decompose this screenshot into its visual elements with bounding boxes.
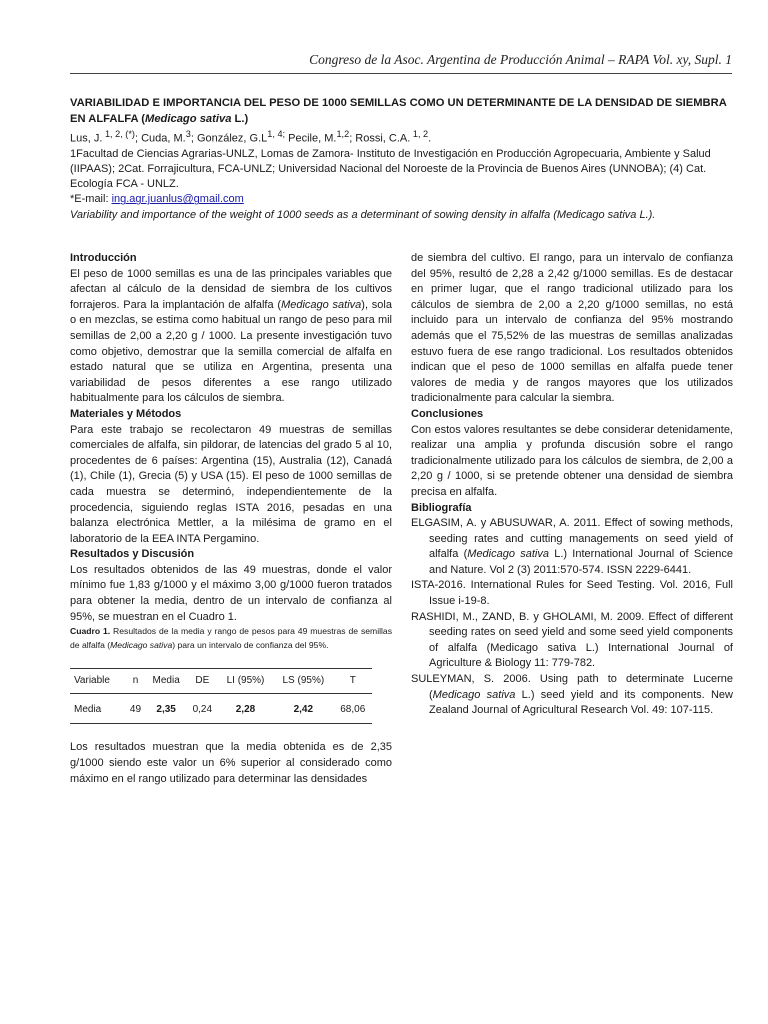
- td-li: 2,28: [218, 693, 273, 724]
- author-5: ; Rossi, C.A.: [349, 132, 411, 145]
- authors: [70, 127, 732, 147]
- reference-1-a: ELGASIM, A. y ABUSUWAR, A. 2011. Effect of sowing methods, seeding rates and cutting managements on seed yield of alfalfa (: [411, 517, 733, 561]
- title-main: VARIABILIDAD E IMPORTANCIA DEL PESO DE 1000 SEMILLAS COMO UN DETERMINANTE DE LA DENSIDAD DE SIEMBRA EN ALFALFA (: [70, 97, 727, 125]
- reference-4: [411, 672, 733, 719]
- front-matter: [70, 96, 732, 223]
- results-after-table: Los resultados muestran que la media obtenida es de 2,35 g/1000 siendo este valor un 6% superior al considerado como máximo en el rango utilizado para determinar las densidades: [70, 741, 392, 785]
- email-label: *E-mail:: [70, 193, 112, 206]
- email-link[interactable]: ing.agr.juanlus@gmail.com: [111, 193, 244, 206]
- methods-text: Para este trabajo se recolectaron 49 muestras de semillas comerciales de alfalfa, sin pildorar, de latencias del grado 5 al 10, procedentes de 6 países: Argentina (15), Australia (12), Canadá (1), Chile (1), Grecia (5) y USA (15). El peso de 1000 semillas de cada muestra se determinó, independientemente de la procedencia, siguiendo reglas ISTA 2016, pesadas en una balanza electrónica Mettler, a la milésima de gramo en el laboratorio de la EEA INTA Pergamino.: [70, 423, 392, 545]
- table-caption-text: Resultados de la media y rango de pesos para 49 muestras de semillas de alfalfa (: [70, 626, 392, 650]
- author-4-sup: 1,2: [336, 129, 350, 139]
- intro-species: Medicago sativa: [281, 298, 362, 311]
- intro-text-b: ), sola o en mezclas, se estima como habitual un rango de peso para mil semillas de 2,00 a 2,20 g / 1000. La presente investigación tuvo como objetivo, demostrar que la semilla comercial de alfalfa en estado natural que se utiliza en Argentina, presenta una variabilidad de pesos diferentes a ese rango utilizado habitualmente para los cálculos de siembra.: [70, 298, 392, 405]
- author-3-sup: 1, 4;: [267, 129, 286, 139]
- author-2-sup: 3: [185, 129, 191, 139]
- intro-heading: Introducción: [70, 252, 137, 264]
- running-head: Congreso de la Asoc. Argentina de Producción Animal – RAPA Vol. xy, Supl. 1: [309, 52, 732, 67]
- author-1-sup: 1, 2, (*): [102, 129, 135, 139]
- table-caption-species: Medicago sativa: [110, 639, 173, 650]
- th-t: T: [334, 669, 372, 694]
- td-de: 0,24: [187, 693, 218, 724]
- title-species: Medicago sativa: [145, 112, 232, 125]
- conclusions-text: Con estos valores resultantes se debe considerar detenidamente, realizar una amplia y profunda discusión sobre el rango tradicionalmente utilizado para los cálculos de siembra, de 2,00 a 2,20 g / 1000, si se pretende obtener una densidad de siembra precisa en alfalfa.: [411, 423, 733, 498]
- paper-title: [70, 96, 732, 127]
- td-t: 68,06: [334, 693, 372, 724]
- table-header-row: [70, 669, 372, 694]
- author-2: ; Cuda, M.: [134, 132, 186, 145]
- th-variable: Variable: [70, 669, 125, 694]
- author-3: ; González, G.L: [190, 132, 268, 145]
- results-heading: Resultados y Discusión: [70, 548, 195, 561]
- reference-4-a: SULEYMAN, S. 2006. Using path to determinate Lucerne (: [411, 673, 733, 701]
- methods-heading: Materiales y Métodos: [70, 407, 182, 420]
- title-end: L.): [231, 112, 249, 125]
- right-column: [411, 251, 733, 719]
- intro-text-a: El peso de 1000 semillas es una de las principales variables que afectan al cálculo de la densidad de siembra de los cultivos forrajeros. Para la implantación de alfalfa (: [70, 267, 392, 311]
- table-caption: [70, 625, 392, 652]
- affiliations: 1Facultad de Ciencias Agrarias-UNLZ, Lomas de Zamora- Instituto de Investigación en Producción Agropecuaria, Ambiente y Salud (IIPAAS); 2Cat. Forrajicultura, FCA-UNLZ; Universidad Nacional del Noroeste de la Provincia de Buenos Aires (UNNOBA); (4) Cat. Ecología FCA - UNLZ.: [70, 147, 711, 191]
- results-continued: de siembra del cultivo. El rango, para un intervalo de confianza del 95%, resultó de 2,28 a 2,42 g/1000 semillas. Es de destacar en primer lugar, que el rango tradicional utilizado para los cálculos de siembra de 2,00 a 2,20 g/1000 semillas, no está incluido para un intervalo de confianza del 95% mostrando además que el 75,52% de las muestras de semillas analizadas estuvo fuera de ese rango tradicional. Los resultados obtenidos indican que el peso de 1000 semillas en alfalfa puede tener valores de media y de rangos mayores que los utilizados tradicionalmente para calcular la siembra.: [411, 252, 733, 405]
- th-ls: LS (95%): [273, 669, 333, 694]
- td-ls: 2,42: [273, 693, 333, 724]
- reference-1-b: L.) International Journal of Science and Nature. Vol 2 (3) 2011:570-574. ISSN 2229-6441.: [429, 548, 733, 576]
- english-title: Variability and importance of the weight of 1000 seeds as a determinant of sowing density in alfalfa (Medicago sativa L.).: [70, 208, 656, 221]
- intro-text: [70, 267, 392, 407]
- conclusions-heading: Conclusiones: [411, 407, 484, 420]
- reference-3: RASHIDI, M., ZAND, B. y GHOLAMI, M. 2009. Effect of different seeding rates on seed yield and some seed yield components of alfalfa (Medicago sativa L.) International Journal of Agriculture & Biology 11: 779-782.: [411, 610, 733, 670]
- left-column: [70, 251, 392, 787]
- header-rule: [70, 73, 732, 74]
- bibliography-heading: Bibliografía: [411, 501, 472, 514]
- author-5-sup: 1, 2: [410, 129, 429, 139]
- results-text: Los resultados obtenidos de las 49 muestras, donde el valor mínimo fue 1,83 g/1000 y el máximo 3,00 g/1000 fueron tratados para obtener la media, dentro de un intervalo de confianza al 95%, se muestran en el Cuadro 1.: [70, 563, 392, 623]
- author-end: .: [428, 132, 432, 145]
- table-caption-end: ) para un intervalo de confianza del 95%.: [172, 639, 329, 650]
- table-row: [70, 693, 372, 724]
- email-line: [70, 192, 732, 207]
- th-li: LI (95%): [218, 669, 273, 694]
- td-n: 49: [125, 693, 145, 724]
- th-de: DE: [187, 669, 218, 694]
- reference-1: [411, 516, 733, 578]
- th-n: n: [125, 669, 145, 694]
- td-media: 2,35: [145, 693, 186, 724]
- author-4: Pecile, M.: [285, 132, 337, 145]
- reference-4-species: Medicago sativa: [432, 688, 516, 701]
- reference-2: ISTA-2016. International Rules for Seed Testing. Vol. 2016, Full Issue i-19-8.: [411, 579, 733, 608]
- reference-1-species: Medicago sativa: [467, 548, 549, 561]
- reference-4-b: L.) seed yield and its components. New Zealand Journal of Agricultural Research Vol. 49: 107-115.: [429, 688, 733, 717]
- author-1: Lus, J.: [70, 132, 103, 145]
- results-table: [70, 668, 372, 724]
- td-variable: Media: [70, 693, 125, 724]
- table-caption-label: Cuadro 1.: [70, 626, 111, 637]
- th-media: Media: [145, 669, 186, 694]
